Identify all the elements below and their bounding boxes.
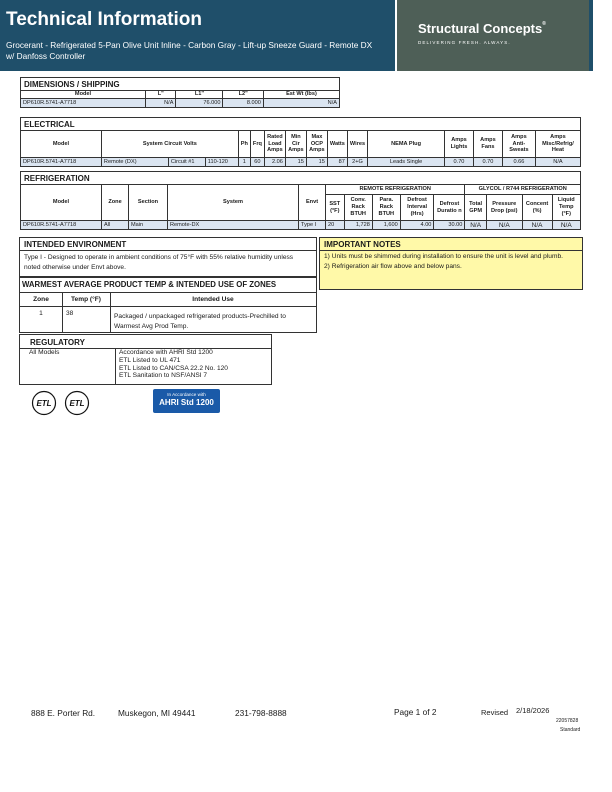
revised-label: Revised <box>481 708 509 717</box>
col-envt: Envt <box>299 185 326 221</box>
col-rla: Rated Load Amps <box>264 131 285 158</box>
col-defrost-interval: Defrost Interval (Hrs) <box>400 195 434 221</box>
important-notes-box <box>319 237 583 290</box>
col-section: Section <box>129 185 168 221</box>
elec-mocp: 15 <box>306 158 327 167</box>
col-frq: Frq <box>250 131 264 158</box>
col-model: Model <box>21 185 102 221</box>
regulatory-line: Accordance with AHRI Std 1200 <box>119 349 213 356</box>
col-amps-misc: Amps Misc/Refrig/ Heat <box>535 131 580 158</box>
zone-number: 1 <box>39 310 43 317</box>
col-system-circuit-volts: System Circuit Volts <box>101 131 238 158</box>
col-conv-rack: Conv. Rack BTUH <box>344 195 372 221</box>
col-sst: SST (°F) <box>326 195 345 221</box>
col-l: L" <box>146 91 176 99</box>
electrical-heading: ELECTRICAL <box>21 118 581 131</box>
elec-ph: 1 <box>238 158 250 167</box>
notes-heading: IMPORTANT NOTES <box>324 240 401 249</box>
page-number: Page 1 of 2 <box>394 707 437 717</box>
dim-est-wt: N/A <box>263 98 339 107</box>
revised-date: 2/18/2026 <box>516 706 550 715</box>
ref-model: DP610R.5741-A7718 <box>21 221 102 230</box>
header-accent-bar <box>589 0 593 71</box>
logo-name: Structural Concepts <box>418 21 543 36</box>
col-amps-lights: Amps Lights <box>444 131 473 158</box>
elec-amps-fans: 0.70 <box>473 158 502 167</box>
ref-envt: Type I <box>299 221 326 230</box>
elec-volts: 110-120 <box>205 158 238 167</box>
regulatory-line: ETL Sanitation to NSF/ANSI 7 <box>119 372 208 380</box>
dimensions-table <box>20 77 340 108</box>
remote-refrigeration-group: REMOTE REFRIGERATION <box>326 185 465 195</box>
regulatory-scope: All Models <box>29 349 60 356</box>
col-nema-plug: NEMA Plug <box>368 131 445 158</box>
ref-zone: All <box>102 221 129 230</box>
col-est-wt: Est Wt (lbs) <box>263 91 339 99</box>
col-amps-anti-sweats: Amps Anti-Sweats <box>502 131 535 158</box>
col-wires: Wires <box>347 131 367 158</box>
zone-temp: 38 <box>66 310 74 317</box>
ahri-big-text: AHRI Std 1200 <box>159 398 214 407</box>
zone-use: Packaged / unpackaged refrigerated products-Prechilled to Warmest Avg Prod Temp. <box>114 313 286 330</box>
company-logo <box>397 0 589 71</box>
col-ph: Ph <box>238 131 250 158</box>
ref-concent: N/A <box>522 221 552 230</box>
dim-l2: 8.000 <box>223 98 263 107</box>
regulatory-line: ETL Listed to CAN/CSA 22.2 No. 120 <box>119 364 228 372</box>
dim-l1: 76.000 <box>176 98 223 107</box>
etl-mark-text: ETL <box>36 399 52 408</box>
regulatory-box <box>19 334 272 385</box>
etl-sanitation-icon <box>64 390 90 421</box>
elec-plug: Leads Single <box>368 158 445 167</box>
col-liquid-temp: Liquid Temp (°F) <box>552 195 580 221</box>
zones-box <box>19 277 317 333</box>
regulatory-lines <box>119 349 228 380</box>
ref-total-gpm: N/A <box>465 221 486 230</box>
col-zone: Zone <box>102 185 129 221</box>
refrigeration-table <box>20 171 581 230</box>
ref-para-rack: 1,600 <box>372 221 400 230</box>
elec-frq: 60 <box>250 158 264 167</box>
regulatory-heading: REGULATORY <box>30 338 85 347</box>
dim-l: N/A <box>146 98 176 107</box>
col-defrost-duration: Defrost Duratio n <box>434 195 465 221</box>
registered-mark: ® <box>542 21 546 27</box>
logo-tagline: DELIVERING FRESH. ALWAYS. <box>418 40 511 45</box>
elec-model: DP610R.5741-A7718 <box>21 158 102 167</box>
ref-defrost-duration: 30.00 <box>434 221 465 230</box>
col-system: System <box>168 185 299 221</box>
footer-address: 888 E. Porter Rd. <box>31 708 96 718</box>
elec-amps-anti: 0.66 <box>502 158 535 167</box>
elec-circuit: Circuit #1 <box>168 158 205 167</box>
col-pressure-drop: Pressure Drop (psi) <box>486 195 522 221</box>
refrigeration-heading: REFRIGERATION <box>21 172 581 185</box>
regulatory-line: ETL Listed to UL 471 <box>119 356 181 364</box>
footer-city: Muskegon, MI 49441 <box>118 708 196 718</box>
ref-conv-rack: 1,728 <box>344 221 372 230</box>
zones-col-temp: Temp (°F) <box>71 296 101 303</box>
col-watts: Watts <box>327 131 347 158</box>
etl-listed-icon <box>31 390 57 421</box>
notes-list <box>324 252 579 272</box>
col-total-gpm: Total GPM <box>465 195 486 221</box>
elec-amps-lights: 0.70 <box>444 158 473 167</box>
col-model: Model <box>21 91 146 99</box>
col-mca: Min Cir Amps <box>285 131 306 158</box>
col-concent: Concent (%) <box>522 195 552 221</box>
doc-number: 22057828 <box>556 718 579 724</box>
col-l2: L2" <box>223 91 263 99</box>
footer-phone: 231-798-8888 <box>235 708 287 718</box>
col-mocp: Max OCP Amps <box>306 131 327 158</box>
elec-watts: 87 <box>327 158 347 167</box>
elec-mca: 15 <box>285 158 306 167</box>
electrical-table <box>20 117 581 167</box>
ref-section: Main <box>129 221 168 230</box>
ahri-badge <box>153 389 220 413</box>
ref-defrost-interval: 4.00 <box>400 221 434 230</box>
note-item: 2) Refrigeration air flow above and below pans. <box>324 263 462 270</box>
col-amps-fans: Amps Fans <box>473 131 502 158</box>
ref-sst: 20 <box>326 221 345 230</box>
header-banner <box>0 0 395 71</box>
ref-system: Remote-DX <box>168 221 299 230</box>
col-para-rack: Para. Rack BTUH <box>372 195 400 221</box>
elec-wires: 2+G <box>347 158 367 167</box>
environment-box <box>19 237 317 277</box>
ref-liquid-temp: N/A <box>552 221 580 230</box>
note-item: 1) Units must be shimmed during installation to ensure the unit is level and plumb. <box>324 253 563 260</box>
glycol-refrigeration-group: GLYCOL / R744 REFRIGERATION <box>465 185 581 195</box>
zones-col-use: Intended Use <box>192 296 234 303</box>
col-l1: L1" <box>176 91 223 99</box>
col-model: Model <box>21 131 102 158</box>
zones-col-zone: Zone <box>33 296 49 303</box>
dimensions-heading: DIMENSIONS / SHIPPING <box>21 78 340 91</box>
doc-edition: Standard <box>560 727 581 733</box>
product-description: Grocerant - Refrigerated 5-Pan Olive Unit Inline - Carbon Gray - Lift-up Sneeze Guard - Remote DX w/ Danfoss Controller <box>6 40 373 61</box>
etl-mark-text: ETL <box>69 399 85 408</box>
elec-rla: 2.06 <box>264 158 285 167</box>
elec-system: Remote (DX) <box>101 158 168 167</box>
environment-heading: INTENDED ENVIRONMENT <box>24 240 127 249</box>
zones-heading: WARMEST AVERAGE PRODUCT TEMP & INTENDED USE OF ZONES <box>22 280 277 289</box>
ahri-small-text: In Accordance with <box>167 392 206 397</box>
page-title: Technical Information <box>6 9 203 30</box>
dim-model: DP610R.5741-A7718 <box>21 98 146 107</box>
ref-pressure-drop: N/A <box>486 221 522 230</box>
elec-amps-misc: N/A <box>535 158 580 167</box>
environment-text: Type I - Designed to operate in ambient conditions of 75°F with 55% relative humidity unless noted otherwise under Envt above. <box>24 254 294 271</box>
